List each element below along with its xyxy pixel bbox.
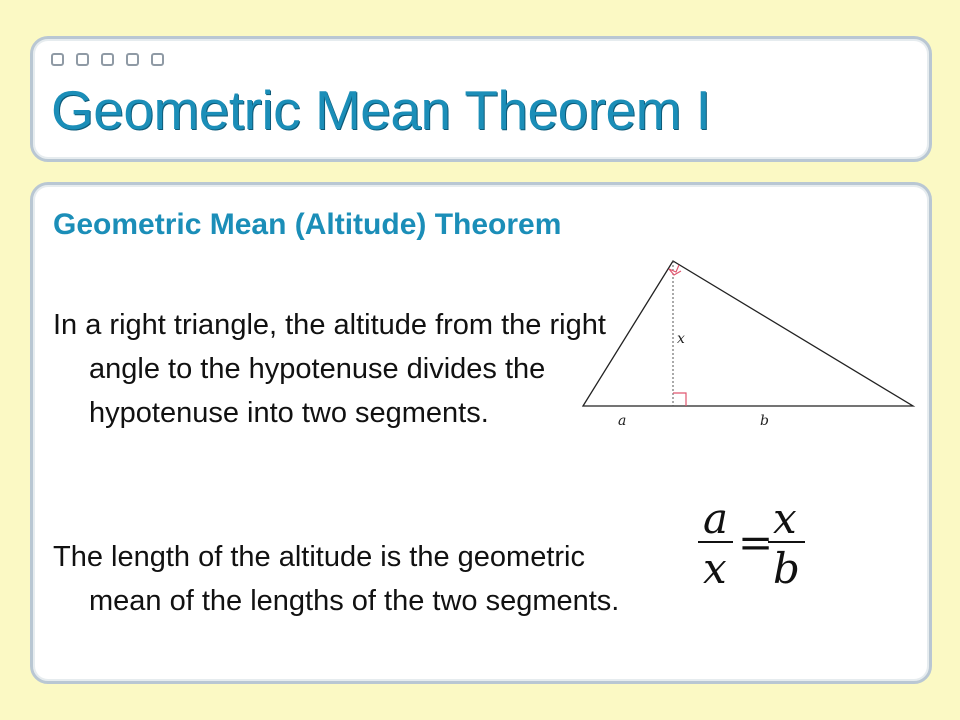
theorem-statement: In a right triangle, the altitude from the right angle to the hypotenuse divides the hypotenuse into two segments. bbox=[53, 309, 606, 429]
right-triangle-diagram bbox=[578, 253, 918, 433]
formula-left-denominator: x bbox=[703, 544, 727, 593]
dot-icon bbox=[101, 53, 114, 66]
formula-equals: = bbox=[738, 518, 774, 567]
formula-right-denominator: b bbox=[773, 544, 800, 593]
theorem-conclusion: The length of the altitude is the geometric mean of the lengths of the two segments. bbox=[53, 541, 620, 617]
theorem-heading: Geometric Mean (Altitude) Theorem bbox=[53, 208, 562, 241]
window-dots bbox=[51, 53, 164, 66]
dot-icon bbox=[76, 53, 89, 66]
slide-title: Geometric Mean Theorem I bbox=[51, 79, 711, 141]
formula-left-numerator: a bbox=[703, 495, 729, 543]
segment-a-label: a bbox=[618, 413, 627, 429]
content-panel bbox=[30, 182, 932, 684]
segment-b-label: b bbox=[760, 413, 769, 429]
geometric-mean-formula bbox=[693, 495, 843, 595]
dot-icon bbox=[51, 53, 64, 66]
title-panel bbox=[30, 36, 932, 162]
dot-icon bbox=[151, 53, 164, 66]
triangle-outline bbox=[583, 261, 913, 406]
dot-icon bbox=[126, 53, 139, 66]
right-angle-marker-foot bbox=[673, 393, 686, 406]
formula-right-numerator: x bbox=[773, 495, 797, 543]
altitude-label: x bbox=[677, 331, 685, 347]
